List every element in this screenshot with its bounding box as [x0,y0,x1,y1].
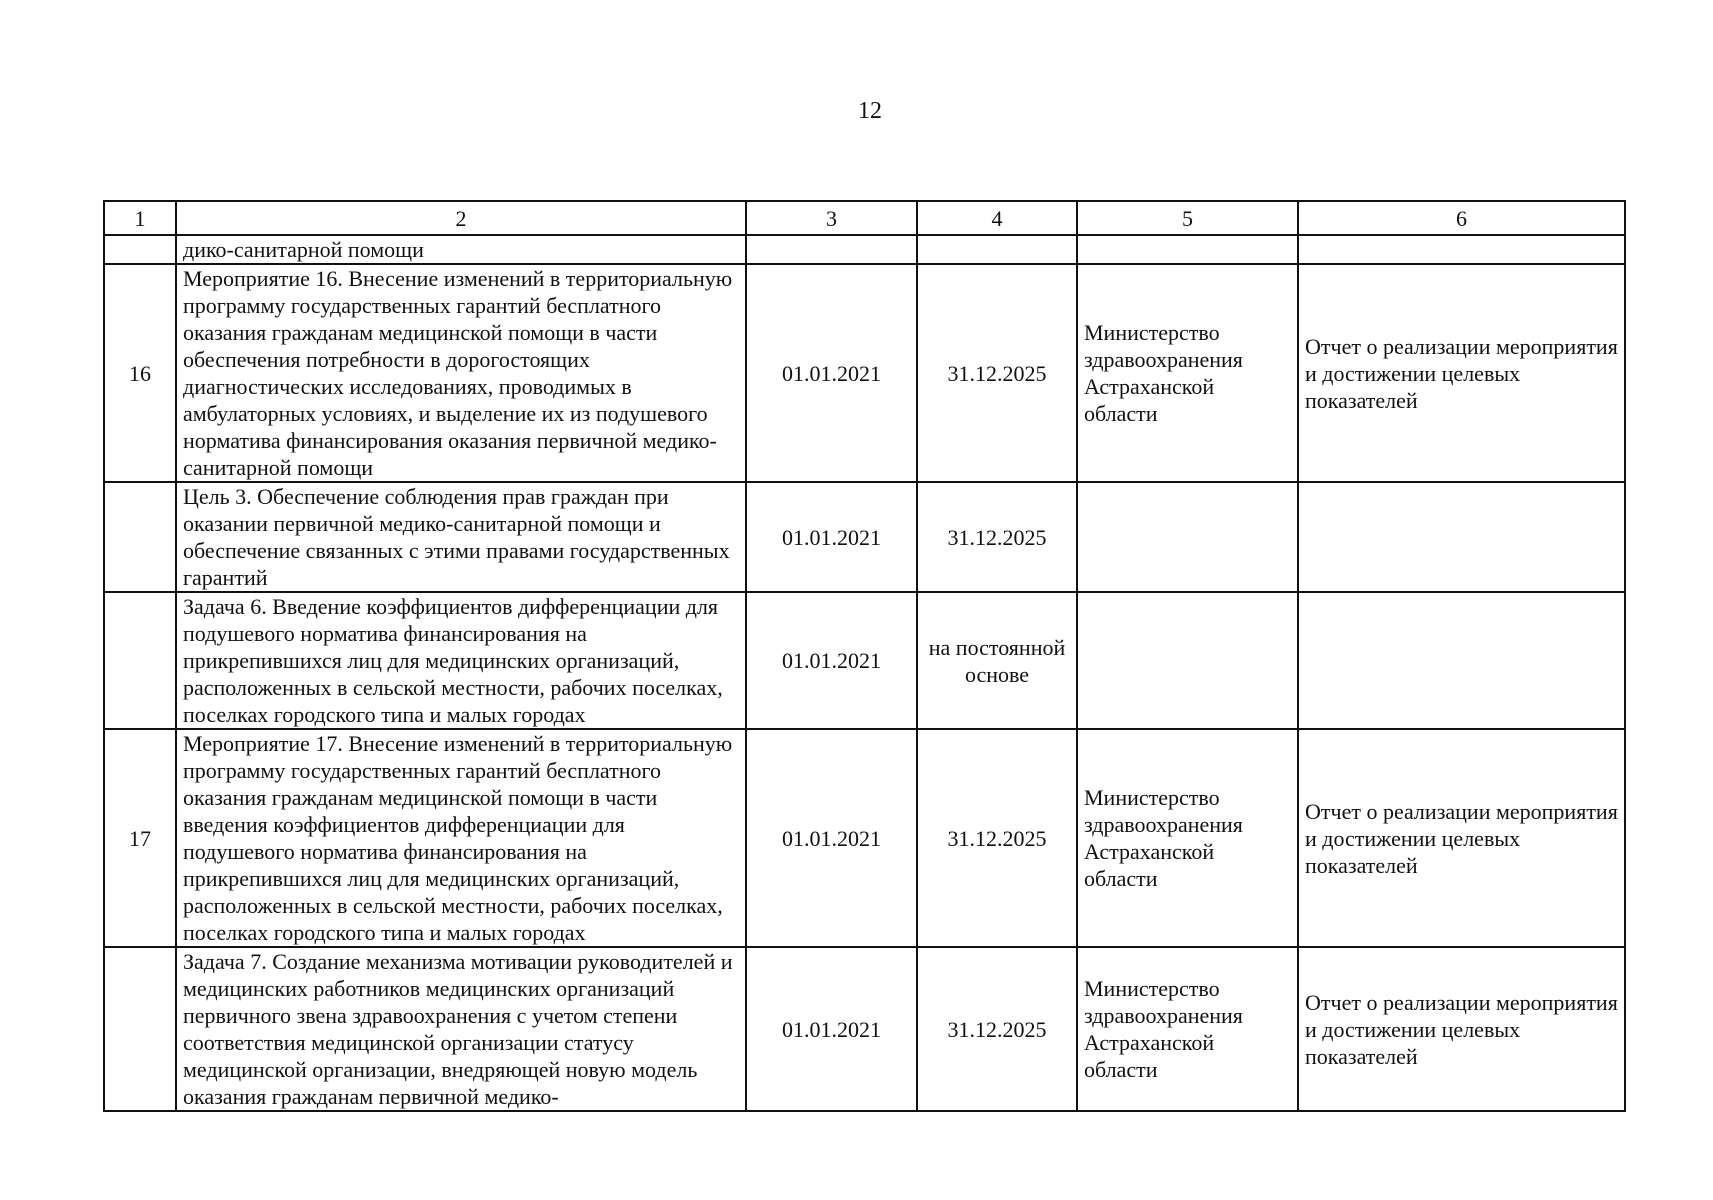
end-date: 31.12.2025 [917,482,1077,592]
executor [1077,482,1298,592]
start-date: 01.01.2021 [746,264,917,482]
start-date: 01.01.2021 [746,947,917,1111]
executor [1077,235,1298,264]
executor: Министерство здравоохранения Астраханской области [1077,947,1298,1111]
row-text: Цель 3. Обеспечение соблюдения прав граждан при оказании первичной медико-санитарной помощи и обеспечение связанных с этими правами государственных гарантий [176,482,746,592]
row-number [104,592,176,729]
row-number: 17 [104,729,176,947]
table-row [104,264,1625,482]
row-number [104,482,176,592]
end-date [917,235,1077,264]
column-header-4: 4 [917,201,1077,235]
row-text: Задача 6. Введение коэффициентов дифференциации для подушевого норматива финансирования на прикрепившихся лиц для медицинских организаций, расположенных в сельской местности, рабочих поселках, поселках городского типа и малых городах [176,592,746,729]
row-text: Мероприятие 17. Внесение изменений в территориальную программу государственных гарантий бесплатного оказания гражданам медицинской помощи в части введения коэффициентов дифференциации для подушевого норматива финансирования на прикрепившихся лиц для медицинских организаций, расположенных в сельской местности, рабочих поселках, поселках городского типа и малых городах [176,729,746,947]
start-date [746,235,917,264]
end-date: на постоянной основе [917,592,1077,729]
table-row [104,235,1625,264]
column-header-5: 5 [1077,201,1298,235]
row-text: дико-санитарной помощи [176,235,746,264]
expected-result: Отчет о реализации мероприятия и достижении целевых показателей [1298,264,1625,482]
end-date: 31.12.2025 [917,947,1077,1111]
end-date: 31.12.2025 [917,729,1077,947]
column-header-2: 2 [176,201,746,235]
row-number [104,235,176,264]
start-date: 01.01.2021 [746,592,917,729]
start-date: 01.01.2021 [746,482,917,592]
row-text: Мероприятие 16. Внесение изменений в территориальную программу государственных гарантий бесплатного оказания гражданам медицинской помощи в части обеспечения потребности в дорогостоящих диагностических исследованиях, проводимых в амбулаторных условиях, и выделение их из подушевого норматива финансирования оказания первичной медико-санитарной помощи [176,264,746,482]
column-header-1: 1 [104,201,176,235]
expected-result: Отчет о реализации мероприятия и достижении целевых показателей [1298,729,1625,947]
expected-result: Отчет о реализации мероприятия и достижении целевых показателей [1298,947,1625,1111]
executor [1077,592,1298,729]
page-number: 12 [858,98,882,124]
column-header-6: 6 [1298,201,1625,235]
executor: Министерство здравоохранения Астраханской области [1077,729,1298,947]
table-row [104,947,1625,1111]
expected-result [1298,592,1625,729]
executor: Министерство здравоохранения Астраханской области [1077,264,1298,482]
measures-table [103,200,1626,1112]
end-date: 31.12.2025 [917,264,1077,482]
table-row [104,592,1625,729]
table-row [104,482,1625,592]
row-number [104,947,176,1111]
expected-result [1298,482,1625,592]
table-row [104,729,1625,947]
expected-result [1298,235,1625,264]
header-row [104,201,1625,235]
row-number: 16 [104,264,176,482]
start-date: 01.01.2021 [746,729,917,947]
column-header-3: 3 [746,201,917,235]
row-text: Задача 7. Создание механизма мотивации руководителей и медицинских работников медицинских организаций первичного звена здравоохранения с учетом степени соответствия медицинской организации статусу медицинской организации, внедряющей новую модель оказания гражданам первичной медико- [176,947,746,1111]
